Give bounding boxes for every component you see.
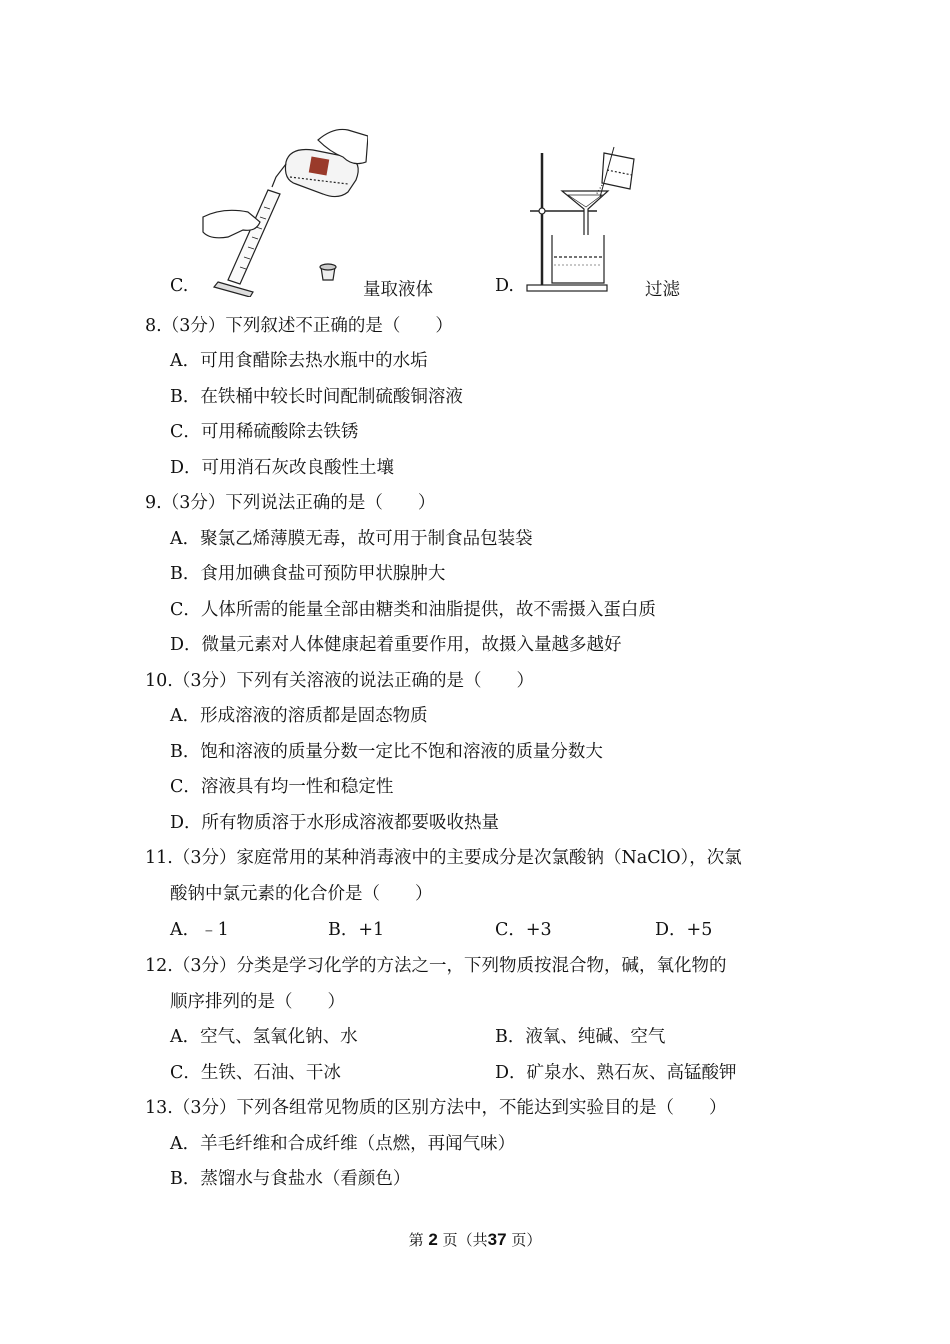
question-11-option-b: B．+1: [328, 920, 385, 940]
footer-page-number: 2: [428, 1230, 438, 1249]
question-11-stem-line2: 酸钠中氯元素的化合价是（ ）: [170, 884, 433, 904]
question-8-option-a: A．可用食醋除去热水瓶中的水垢: [170, 351, 428, 371]
question-9-option-d: D．微量元素对人体健康起着重要作用，故摄入量越多越好: [170, 635, 622, 655]
option-c-caption: 量取液体: [363, 280, 433, 300]
filtration-illustration: [522, 145, 652, 295]
question-12-option-b: B．液氧、纯碱、空气: [495, 1027, 666, 1047]
question-9-stem: 9.（3分）下列说法正确的是（ ）: [145, 493, 436, 513]
question-13-option-b: B．蒸馏水与食盐水（看颜色）: [170, 1169, 411, 1189]
option-c-letter: C.: [170, 276, 189, 296]
footer-total-pages: 37: [487, 1230, 507, 1249]
measuring-liquid-illustration: [198, 122, 368, 297]
footer-suffix: 页）: [511, 1231, 542, 1249]
question-10-option-a: A．形成溶液的溶质都是固态物质: [170, 706, 428, 726]
question-9-option-b: B．食用加碘食盐可预防甲状腺肿大: [170, 564, 446, 584]
question-11-option-c: C．+3: [495, 920, 552, 940]
question-12-stem-line2: 顺序排列的是（ ）: [170, 992, 345, 1012]
question-8-option-c: C．可用稀硫酸除去铁锈: [170, 422, 359, 442]
question-12-stem-line1: 12.（3分）分类是学习化学的方法之一，下列物质按混合物，碱，氧化物的: [145, 956, 727, 976]
question-11-option-a: A．﹣1: [170, 920, 229, 940]
option-d-caption: 过滤: [645, 280, 680, 300]
question-8-stem: 8.（3分）下列叙述不正确的是（ ）: [145, 316, 453, 336]
footer-prefix: 第: [408, 1231, 424, 1249]
page-footer: [0, 1229, 950, 1250]
question-13-option-a: A．羊毛纤维和合成纤维（点燃，再闻气味）: [170, 1134, 516, 1154]
question-10-stem: 10.（3分）下列有关溶液的说法正确的是（ ）: [145, 671, 534, 691]
question-9-option-c: C．人体所需的能量全部由糖类和油脂提供，故不需摄入蛋白质: [170, 600, 656, 620]
question-13-stem: 13.（3分）下列各组常见物质的区别方法中，不能达到实验目的是（ ）: [145, 1098, 727, 1118]
question-8-option-b: B．在铁桶中较长时间配制硫酸铜溶液: [170, 387, 463, 407]
question-11-stem-line1: 11.（3分）家庭常用的某种消毒液中的主要成分是次氯酸钠（NaClO），次氯: [145, 848, 742, 868]
question-12-option-c: C．生铁、石油、干冰: [170, 1063, 341, 1083]
question-12-option-d: D．矿泉水、熟石灰、高锰酸钾: [495, 1063, 737, 1083]
question-9-option-a: A．聚氯乙烯薄膜无毒，故可用于制食品包装袋: [170, 529, 533, 549]
question-12-option-a: A．空气、氢氧化钠、水: [170, 1027, 358, 1047]
question-8-option-d: D．可用消石灰改良酸性土壤: [170, 458, 395, 478]
question-10-option-b: B．饱和溶液的质量分数一定比不饱和溶液的质量分数大: [170, 742, 603, 762]
question-10-option-d: D．所有物质溶于水形成溶液都要吸收热量: [170, 813, 500, 833]
question-11-option-d: D．+5: [655, 920, 713, 940]
footer-middle: 页（共: [442, 1231, 488, 1249]
question-10-option-c: C．溶液具有均一性和稳定性: [170, 777, 394, 797]
option-d-letter: D.: [495, 276, 514, 296]
